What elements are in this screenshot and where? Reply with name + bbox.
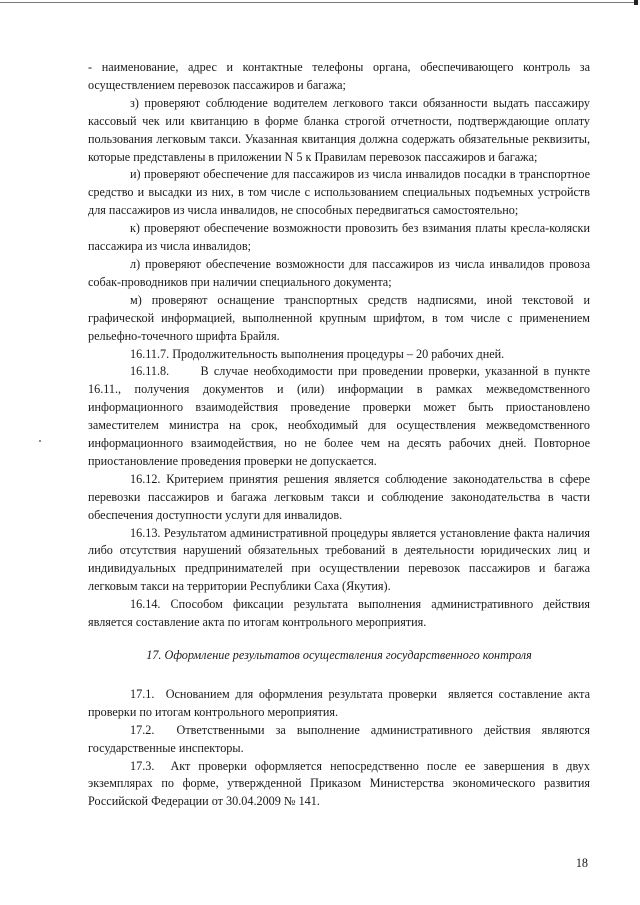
paragraph-16-12: 16.12. Критерием принятия решения является соблюдение законодательства в сфере перевозки пассажиров и багажа легковым такси и соблюдение законодательства в части обеспечения доступности услуги для инвалидов. — [88, 471, 590, 522]
paragraph-item-z: з) проверяют соблюдение водителем легкового такси обязанности выдать пассажиру кассовый чек или квитанцию в форме бланка строгой отчетности, подтверждающие оплату пользования легковым такси. Указанная квитанция должна содержать обязательные реквизиты, которые представлены в приложении N 5 к Правилам перевозок пассажиров и багажа; — [88, 95, 590, 164]
paragraph-16-14: 16.14. Способом фиксации результата выполнения административного действия является составление акта по итогам контрольного мероприятия. — [88, 597, 590, 630]
paragraph-contact-info: - наименование, адрес и контактные телефоны органа, обеспечивающего контроль за осуществлением перевозок пассажиров и багажа; — [88, 60, 590, 92]
paragraph-item-i: и) проверяют обеспечение для пассажиров из числа инвалидов посадки в транспортное средство и высадки из них, в том числе с использованием специальных подъемных устройств для пассажиров из числа инвалидов, не способных передвигаться самостоятельно; — [88, 167, 590, 218]
paragraph-17-3: 17.3. Акт проверки оформляется непосредственно после ее завершения в двух экземплярах по форме, утвержденной Приказом Министерства экономического развития Российской Федерации от 30.04.2009 № 141. — [88, 758, 594, 809]
paragraph-17-1: 17.1. Основанием для оформления результата проверки является составление акта проверки по итогам контрольного мероприятия. — [88, 686, 597, 719]
scan-edge-line — [0, 2, 636, 3]
paragraph-item-m: м) проверяют оснащение транспортных средств надписями, иной текстовой и графической информацией, выполненной крупным шрифтом, в том числе с применением рельефно-точечного шрифта Брайля. — [88, 292, 590, 343]
margin-speck — [39, 440, 41, 442]
paragraph-16-11-8: 16.11.8. В случае необходимости при проведении проверки, указанной в пункте 16.11., получения документов и (или) информации в рамках межведомственного информационного взаимодействия проведение проверки может быть приостановлено заместителем министра на срок, необходимый для осуществления межведомственного информационного взаимодействия, но не более чем на десять рабочих дней. Повторное приостановление проведения проверки не допускается. — [88, 364, 594, 468]
paragraph-16-13: 16.13. Результатом административной процедуры является установление факта наличия либо отсутствия нарушений обязательных требований в деятельности юридических лиц и индивидуальных предпринимателей при осуществлении перевозок пассажиров и багажа легковым такси на территории Республики Саха (Якутия). — [88, 525, 590, 594]
paragraph-item-k: к) проверяют обеспечение возможности провозить без взимания платы кресла-коляски пассажира из числа инвалидов; — [88, 221, 590, 254]
document-body — [88, 59, 597, 811]
scan-corner-mark — [634, 0, 638, 5]
page-number: 18 — [575, 856, 588, 870]
section-heading: 17. Оформление результатов осуществления государственного контроля — [146, 648, 532, 662]
paragraph-17-2: 17.2. Ответственными за выполнение административного действия являются государственные инспекторы. — [88, 722, 594, 755]
paragraph-16-11-7: 16.11.7. Продолжительность выполнения процедуры – 20 рабочих дней. — [130, 346, 505, 361]
paragraph-item-l: л) проверяют обеспечение возможности для пассажиров из числа инвалидов провоза собак-проводников при наличии специального документа; — [88, 256, 590, 289]
